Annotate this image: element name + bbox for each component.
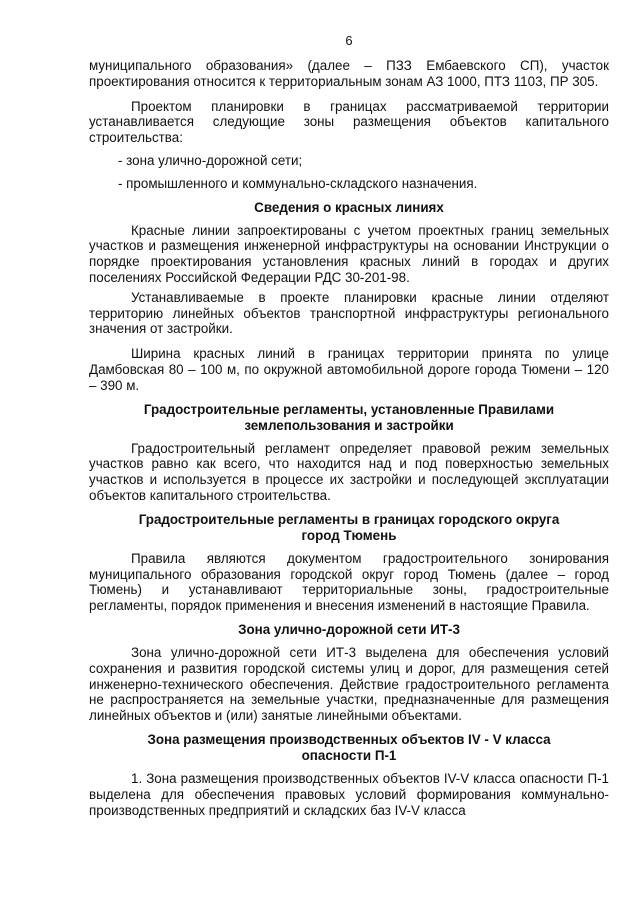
section-heading: [89, 732, 609, 764]
paragraph: Зона улично-дорожной сети ИТ-3 выделена для обеспечения условий сохранения и развития городской системы улиц и дорог, для размещения сетей инженерно-технического обеспечения. Действие градостроительного регламента не распространяется на земельные участки, предназначенные для размещения линейных объектов и (или) занятые линейными объектами.: [89, 644, 609, 724]
paragraph: муниципального образования» (далее – ПЗЗ Ембаевского СП), участок проектирования относится к территориальным зонам АЗ 1000, ПТЗ 1103, ПР 305.: [89, 58, 609, 89]
paragraph: 1. Зона размещения производственных объектов IV-V класса опасности П-1 выделена для обеспечения правовых условий формирования коммунально-производственных предприятий и складских баз IV-V класса: [89, 770, 609, 818]
section-heading-line: город Тюмень: [301, 527, 397, 543]
section-heading: [89, 200, 609, 216]
section-heading-line: опасности П-1: [301, 747, 397, 763]
section-heading-line: землепользования и застройки: [244, 417, 454, 433]
document-page: [89, 0, 609, 818]
section-heading: [89, 402, 609, 434]
paragraph: Градостроительный регламент определяет правовой режим земельных участков равно как всего, что находится над и под поверхностью земельных участков и используется в процессе их застройки и последующей эксплуатации объектов капитального строительства.: [89, 440, 609, 503]
paragraph: Ширина красных линий в границах территории принята по улице Дамбовская 80 – 100 м, по окружной автомобильной дороге города Тюмени – 120 – 390 м.: [89, 346, 609, 393]
list-item: - зона улично-дорожной сети;: [118, 152, 303, 168]
section-heading: [89, 512, 609, 544]
section-heading: [89, 622, 609, 638]
section-heading-line: Градостроительные регламенты в границах городского округа: [138, 511, 560, 527]
section-heading-line: Сведения о красных линиях: [254, 199, 444, 215]
page-number: 6: [345, 33, 353, 48]
paragraph: Проектом планировки в границах рассматриваемой территории устанавливается следующие зоны размещения объектов капитального строительства:: [89, 98, 609, 146]
section-heading-line: Зона размещения производственных объектов IV - V класса: [147, 731, 551, 747]
section-heading-line: Градостроительные регламенты, установленные Правилами: [143, 401, 555, 417]
paragraph: Устанавливаемые в проекте планировки красные линии отделяют территорию линейных объектов транспортной инфраструктуры регионального значения от застройки.: [89, 289, 609, 337]
list-item: - промышленного и коммунально-складского назначения.: [118, 175, 478, 191]
document-body: [89, 58, 609, 818]
paragraph: Красные линии запроектированы с учетом проектных границ земельных участков и размещения инженерной инфраструктуры на основании Инструкции о порядке проектирования установления красных линий в городах и других поселениях Российской Федерации РДС 30-201-98.: [89, 222, 609, 285]
section-heading-line: Зона улично-дорожной сети ИТ-3: [238, 621, 460, 637]
paragraph: Правила являются документом градостроительного зонирования муниципального образования городской округ город Тюмень (далее – город Тюмень) и устанавливают территориальные зоны, градостроительные регламенты, порядок применения и внесения изменений в настоящие Правила.: [89, 550, 609, 614]
